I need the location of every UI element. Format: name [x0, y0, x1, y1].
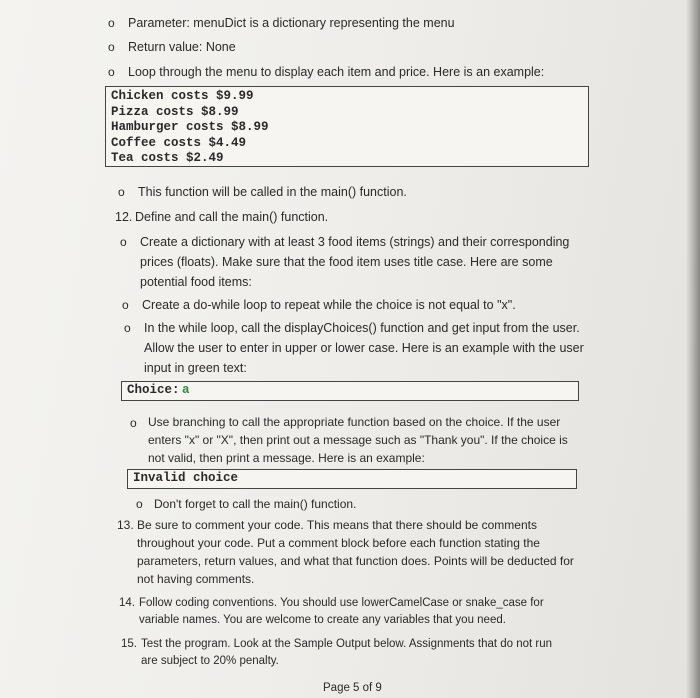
item-14-line: Follow coding conventions. You should use lowerCamelCase or snake_case for	[139, 597, 544, 609]
item-number-13: 13.	[117, 518, 134, 532]
item-13-line: parameters, return values, and what that function does. Points will be deducted for	[137, 554, 574, 568]
bullet-return-value: Return value: None	[128, 40, 236, 54]
item-13-line: throughout your code. Put a comment block before each function stating the	[137, 536, 540, 550]
menu-example-line: Hamburger costs $8.99	[111, 120, 269, 135]
bullet-icon: o	[118, 185, 125, 199]
menu-example-line: Coffee costs $4.49	[111, 135, 247, 150]
item-15-line: Test the program. Look at the Sample Output below. Assignments that do not run	[141, 638, 553, 650]
choice-label: Choice:	[127, 383, 180, 397]
bullet-icon: o	[120, 235, 127, 249]
menu-example-box	[105, 86, 589, 167]
item-number-12: 12.	[115, 210, 133, 224]
bullet-loop: Loop through the menu to display each item and price. Here is an example:	[128, 65, 545, 79]
item-number-14: 14.	[119, 597, 135, 609]
item-12-text: Define and call the main() function.	[135, 210, 329, 224]
page-number: Page 5 of 9	[323, 682, 382, 694]
bullet-while-loop-line: input in green text:	[144, 361, 247, 375]
bullet-icon: o	[124, 321, 131, 335]
choice-example-box	[121, 381, 579, 401]
choice-user-input: a	[182, 383, 190, 397]
item-13-line: not having comments.	[137, 572, 255, 586]
bullet-icon: o	[108, 40, 115, 54]
bullet-create-dict-line: prices (floats). Make sure that the food item uses title case. Here are some	[140, 255, 553, 269]
menu-example-line: Tea costs $2.49	[111, 151, 224, 166]
bullet-create-dict-line: Create a dictionary with at least 3 food items (strings) and their corresponding	[140, 235, 570, 249]
item-14-line: variable names. You are welcome to create any variables that you need.	[139, 614, 506, 626]
bullet-icon: o	[108, 65, 115, 79]
invalid-example-box	[127, 469, 577, 489]
bullet-icon: o	[122, 298, 129, 312]
menu-example-line: Pizza costs $8.99	[111, 104, 239, 119]
bullet-while-loop-line: In the while loop, call the displayChoices() function and get input from the user.	[144, 321, 580, 335]
bullet-branching-line: enters "x" or "X", then print out a message such as "Thank you". If the choice is	[148, 433, 568, 447]
bullet-branching-line: not valid, then print a message. Here is an example:	[148, 451, 425, 465]
bullet-do-while: Create a do-while loop to repeat while the choice is not equal to "x".	[142, 298, 516, 312]
invalid-choice-text: Invalid choice	[133, 471, 239, 485]
item-number-15: 15.	[121, 638, 137, 650]
bullet-create-dict-line: potential food items:	[140, 275, 252, 289]
item-15-line: are subject to 20% penalty.	[141, 655, 279, 667]
bullet-icon: o	[108, 16, 115, 30]
bullet-dont-forget: Don't forget to call the main() function.	[154, 497, 357, 511]
bullet-icon: o	[136, 497, 143, 511]
bullet-parameter: Parameter: menuDict is a dictionary representing the menu	[128, 16, 455, 30]
bullet-branching-line: Use branching to call the appropriate function based on the choice. If the user	[148, 415, 561, 429]
item-13-line: Be sure to comment your code. This means that there should be comments	[137, 518, 537, 532]
menu-example-line: Chicken costs $9.99	[111, 89, 254, 103]
bullet-main-called: This function will be called in the main() function.	[138, 185, 407, 199]
bullet-while-loop-line: Allow the user to enter in upper or lower case. Here is an example with the user	[144, 341, 584, 355]
bullet-icon: o	[130, 416, 137, 430]
page-edge-shadow	[686, 0, 700, 698]
